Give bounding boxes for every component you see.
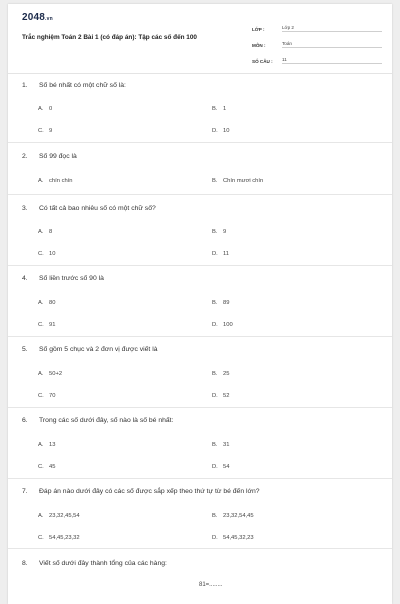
- option-letter: D.: [212, 322, 218, 328]
- option-letter: D.: [212, 251, 218, 257]
- option-letter: B.: [212, 371, 218, 377]
- option-letter: B.: [212, 300, 218, 306]
- option-b[interactable]: [212, 300, 229, 306]
- option-d[interactable]: [212, 251, 229, 257]
- question-prompt: Số gồm 5 chục và 2 đơn vị được viết là: [39, 346, 158, 353]
- question-number: 6.: [22, 417, 28, 424]
- question-prompt: Viết số dưới đây thành tổng của các hàng:: [39, 560, 167, 567]
- question-number: 5.: [22, 346, 28, 353]
- question-text: [22, 560, 167, 567]
- option-b[interactable]: [212, 513, 254, 519]
- worksheet-page: [8, 4, 392, 604]
- question-prompt: Đáp án nào dưới đây có các số được sắp xếp theo thứ tự từ bé đến lớn?: [39, 488, 260, 495]
- question-text: [22, 82, 126, 89]
- question-number: 2.: [22, 153, 28, 160]
- question-prompt: Có tất cả bao nhiêu số có một chữ số?: [39, 205, 156, 212]
- question-1: [8, 82, 392, 143]
- option-letter: B.: [212, 513, 218, 519]
- option-text: 23,32,54,45: [223, 513, 254, 519]
- option-text: 13: [49, 442, 56, 448]
- fill-in-answer[interactable]: 81=........: [199, 582, 223, 588]
- option-text: 25: [223, 371, 230, 377]
- option-letter: C.: [38, 251, 44, 257]
- option-a[interactable]: [38, 371, 62, 377]
- question-6: [8, 417, 392, 479]
- site-logo[interactable]: [22, 12, 53, 23]
- option-letter: A.: [38, 106, 44, 112]
- option-letter: D.: [212, 464, 218, 470]
- question-2: [8, 153, 392, 195]
- option-letter: D.: [212, 535, 218, 541]
- question-number: 7.: [22, 488, 28, 495]
- question-number: 3.: [22, 205, 28, 212]
- option-text: 10: [223, 128, 230, 134]
- question-3: [8, 205, 392, 266]
- question-text: [22, 346, 158, 353]
- worksheet-meta: [252, 16, 382, 64]
- option-letter: A.: [38, 513, 44, 519]
- question-8: [8, 560, 392, 600]
- option-letter: C.: [38, 128, 44, 134]
- option-b[interactable]: [212, 229, 226, 235]
- option-text: 100: [223, 322, 233, 328]
- option-d[interactable]: [212, 393, 229, 399]
- option-text: 54,45,23,32: [49, 535, 80, 541]
- meta-value: Toán: [282, 41, 382, 48]
- option-c[interactable]: [38, 322, 55, 328]
- option-c[interactable]: [38, 128, 52, 134]
- option-a[interactable]: [38, 178, 73, 184]
- option-text: 0: [49, 106, 53, 112]
- option-text: 70: [49, 393, 56, 399]
- question-5: [8, 346, 392, 408]
- question-4: [8, 275, 392, 337]
- option-letter: C.: [38, 464, 44, 470]
- option-text: 50+2: [49, 371, 63, 377]
- meta-row-count: [252, 48, 382, 64]
- option-text: 52: [223, 393, 230, 399]
- option-a[interactable]: [38, 442, 55, 448]
- option-a[interactable]: [38, 229, 52, 235]
- option-letter: B.: [212, 442, 218, 448]
- option-text: 11: [223, 251, 230, 257]
- option-c[interactable]: [38, 464, 55, 470]
- option-c[interactable]: [38, 251, 55, 257]
- question-number: 1.: [22, 82, 28, 89]
- logo-text: 2048: [22, 12, 46, 23]
- option-text: 89: [223, 300, 230, 306]
- option-text: 45: [49, 464, 56, 470]
- worksheet-header: [8, 4, 392, 66]
- option-letter: B.: [212, 106, 218, 112]
- option-letter: D.: [212, 393, 218, 399]
- question-prompt: Số liền trước số 90 là: [39, 275, 104, 282]
- meta-value: 11: [282, 57, 382, 64]
- option-letter: A.: [38, 229, 44, 235]
- question-text: [22, 275, 104, 282]
- option-a[interactable]: [38, 300, 55, 306]
- option-text: 9: [49, 128, 53, 134]
- option-d[interactable]: [212, 322, 233, 328]
- option-letter: D.: [212, 128, 218, 134]
- option-letter: B.: [212, 229, 218, 235]
- meta-value: Lớp 2: [282, 25, 382, 32]
- option-text: 10: [49, 251, 56, 257]
- option-d[interactable]: [212, 464, 229, 470]
- option-letter: A.: [38, 371, 44, 377]
- option-letter: A.: [38, 442, 44, 448]
- option-text: 1: [223, 106, 227, 112]
- question-text: [22, 488, 260, 495]
- question-number: 4.: [22, 275, 28, 282]
- meta-label: LỚP :: [252, 27, 265, 32]
- option-text: 8: [49, 229, 53, 235]
- option-text: 80: [49, 300, 56, 306]
- option-letter: A.: [38, 178, 44, 184]
- question-text: [22, 205, 156, 212]
- option-letter: C.: [38, 322, 44, 328]
- worksheet-title: Trắc nghiệm Toán 2 Bài 1 (có đáp án): Tập các số đến 100: [22, 34, 197, 41]
- option-letter: A.: [38, 300, 44, 306]
- option-b[interactable]: [212, 442, 229, 448]
- option-b[interactable]: [212, 371, 229, 377]
- question-prompt: Số bé nhất có một chữ số là:: [39, 82, 126, 89]
- meta-label: SỐ CÂU :: [252, 59, 273, 64]
- option-text: 54: [223, 464, 230, 470]
- option-a[interactable]: [38, 106, 52, 112]
- meta-label: MÔN :: [252, 43, 266, 48]
- option-letter: B.: [212, 178, 218, 184]
- option-c[interactable]: [38, 535, 80, 541]
- option-d[interactable]: [212, 535, 254, 541]
- option-text: 31: [223, 442, 230, 448]
- option-text: chín chín: [49, 178, 73, 184]
- meta-row-subject: [252, 32, 382, 48]
- option-letter: C.: [38, 535, 44, 541]
- option-a[interactable]: [38, 513, 80, 519]
- question-7: [8, 488, 392, 549]
- question-text: [22, 417, 173, 424]
- option-d[interactable]: [212, 128, 229, 134]
- option-c[interactable]: [38, 393, 55, 399]
- option-text: 9: [223, 229, 227, 235]
- option-text: 91: [49, 322, 56, 328]
- option-letter: C.: [38, 393, 44, 399]
- question-number: 8.: [22, 560, 28, 567]
- header-divider: [8, 73, 392, 74]
- question-prompt: Số 99 đọc là: [39, 153, 77, 160]
- option-text: Chín mươi chín: [223, 178, 264, 184]
- meta-row-class: [252, 16, 382, 32]
- option-text: 23,32,45,54: [49, 513, 80, 519]
- option-b[interactable]: [212, 178, 263, 184]
- question-prompt: Trong các số dưới đây, số nào là số bé nhất:: [39, 417, 174, 424]
- option-text: 54,45,32,23: [223, 535, 254, 541]
- logo-suffix: .vn: [45, 16, 53, 22]
- question-text: [22, 153, 77, 160]
- option-b[interactable]: [212, 106, 226, 112]
